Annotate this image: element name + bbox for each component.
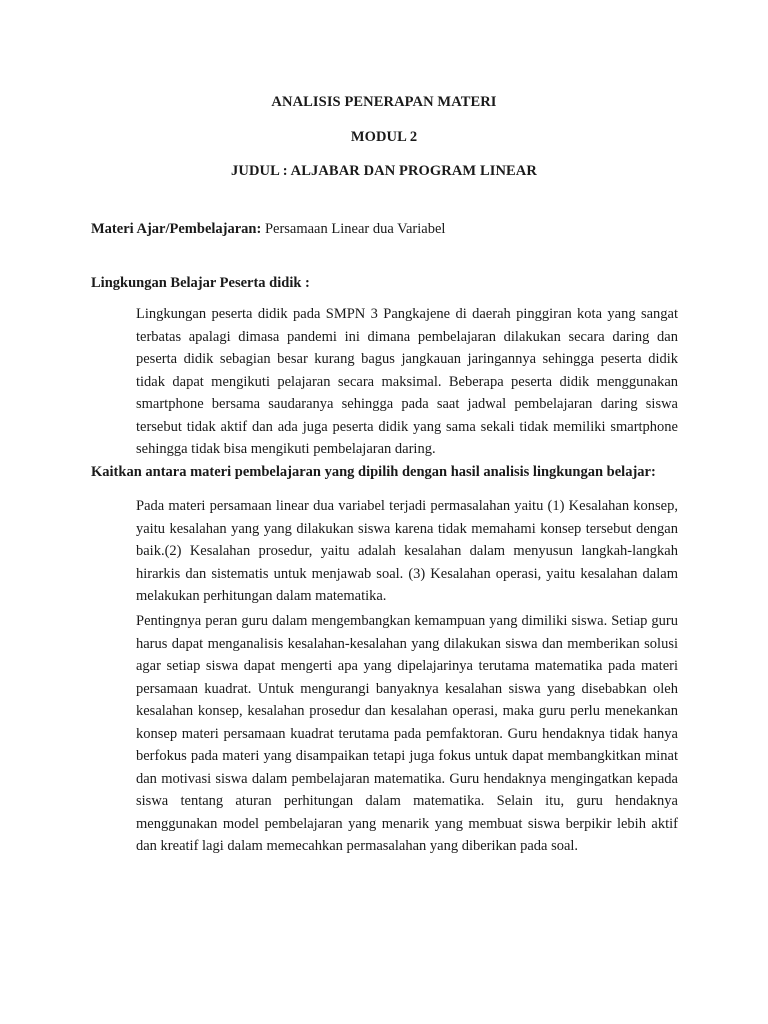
materi-line <box>91 221 445 238</box>
title-line-3: JUDUL : ALJABAR DAN PROGRAM LINEAR <box>231 163 537 179</box>
kaitkan-heading: Kaitkan antara materi pembelajaran yang dipilih dengan hasil analisis lingkungan belajar: <box>91 464 656 480</box>
kaitkan-paragraph-1: Pada materi persamaan linear dua variabel terjadi permasalahan yaitu (1) Kesalahan konsep, yaitu kesalahan yang yang dilakukan siswa karena tidak memahami konsep tersebut dengan baik.(2) Kesalahan prosedur, yaitu adalah kesalahan dalam menyusun langkah-langkah hirarkis dan sistematis untuk menjawab soal. (3) Kesalahan operasi, yaitu kesalahan dalam melakukan perhitungan dalam matematika. <box>136 498 678 604</box>
materi-value: Persamaan Linear dua Variabel <box>264 221 446 237</box>
kaitkan-paragraph-2: Pentingnya peran guru dalam mengembangkan kemampuan yang dimiliki siswa. Setiap guru harus dapat menganalisis kesalahan-kesalahan yang dilakukan siswa dan memberikan solusi agar setiap siswa dapat mengerti apa yang dipelajarinya terutama matematika pada materi persamaan kuadrat. Untuk mengurangi banyaknya kesalahan siswa yang disebabkan oleh kesalahan konsep, kesalahan prosedur dan kesalahan operasi, maka guru perlu menekankan konsep materi persamaan kuadrat terutama pada pemfaktoran. Guru hendaknya tidak hanya berfokus pada materi yang disampaikan tetapi juga fokus untuk dapat membangkitkan minat dan motivasi siswa dalam pembelajaran matematika. Guru hendaknya mengingatkan kepada siswa tentang aturan perhitungan dalam matematika. Selain itu, guru hendaknya menggunakan model pembelajaran yang menarik yang membuat siswa berpikir lebih aktif dan kreatif lagi dalam memecahkan permasalahan yang diberikan pada soal. <box>136 613 678 854</box>
title-line-2: MODUL 2 <box>350 129 418 145</box>
materi-label: Materi Ajar/Pembelajaran: <box>91 221 262 237</box>
lingkungan-heading: Lingkungan Belajar Peserta didik : <box>91 275 310 291</box>
title-line-1: ANALISIS PENERAPAN MATERI <box>271 94 497 110</box>
lingkungan-paragraph: Lingkungan peserta didik pada SMPN 3 Pangkajene di daerah pinggiran kota yang sangat terbatas apalagi dimasa pandemi ini dimana pembelajaran dilakukan secara daring dan peserta didik sebagian besar kurang bagus jangkauan jaringannya sehingga peserta didik tidak dapat mengikuti pelajaran secara maksimal. Beberapa peserta didik menggunakan smartphone bersama saudaranya sehingga pada saat jadwal pembelajaran daring siswa tersebut tidak aktif dan ada juga peserta didik yang sama sekali tidak memiliki smartphone sehingga tidak bisa mengikuti pembelajaran daring. <box>136 306 678 457</box>
